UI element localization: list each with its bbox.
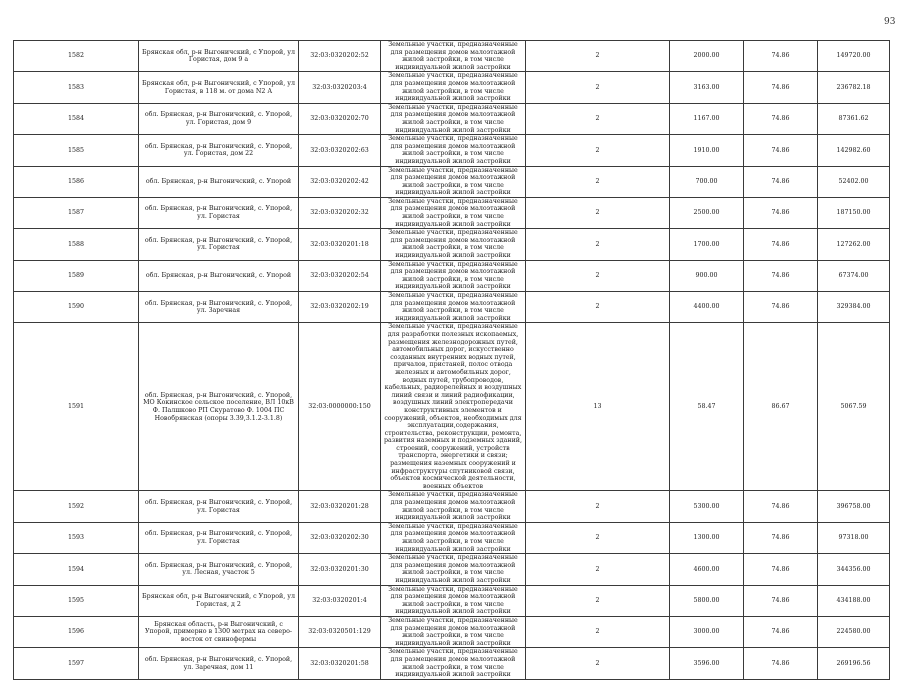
- land-category-cell: Земельные участки, предназначенные для размещения домов малоэтажной жилой застройки, в том числе индивидуальной жилой застройки: [381, 522, 526, 553]
- area-cell: 1700.00: [670, 229, 744, 260]
- cadastral-number-cell: 32:03:0320201:28: [299, 491, 381, 522]
- area-cell: 2500.00: [670, 197, 744, 228]
- rate-cell: 86.67: [744, 323, 818, 491]
- cadastral-value-cell: 127262.00: [818, 229, 890, 260]
- area-cell: 5800.00: [670, 585, 744, 616]
- address-cell: обл. Брянская, р-н Выгоничский, с. Упорой: [139, 166, 299, 197]
- address-cell: обл. Брянская, р-н Выгоничский, с. Упорой, ул. Заречная: [139, 292, 299, 323]
- land-category-cell: Земельные участки, предназначенные для размещения домов малоэтажной жилой застройки, в том числе индивидуальной жилой застройки: [381, 260, 526, 291]
- category-code-cell: 2: [526, 585, 670, 616]
- land-category-cell: Земельные участки, предназначенные для размещения домов малоэтажной жилой застройки, в том числе индивидуальной жилой застройки: [381, 229, 526, 260]
- table-row: [14, 554, 890, 585]
- address-cell: обл. Брянская, р-н Выгоничский, с. Упорой, ул. Заречная, дом 11: [139, 648, 299, 679]
- row-number-cell: 1588: [14, 229, 139, 260]
- table-row: [14, 229, 890, 260]
- land-category-cell: Земельные участки, предназначенные для разработки полезных ископаемых, размещения железнодорожных путей, автомобильных дорог, искусственно созданных внутренних водных путей, причалов, пристаней, полос отвода железных и автомобильных дорог, водных путей, трубопроводов, кабельных, радиорелейных и воздушных линий связи и линий радиофикации, воздушных линий электропередачи конструктивных элементов и сооружений, объектов, необходимых для эксплуатации,содержания, строительства, реконструкции, ремонта, развития наземных и подземных зданий, строений, сооружений, устройств транспорта, энергетики и связи; размещения наземных сооружений и инфраструктуры спутниковой связи, объектов космической деятельности, военных объектов: [381, 323, 526, 491]
- area-cell: 1167.00: [670, 103, 744, 134]
- cadastral-number-cell: 32:03:0320202:30: [299, 522, 381, 553]
- cadastral-number-cell: 32:03:0320203:4: [299, 72, 381, 103]
- land-category-cell: Земельные участки, предназначенные для размещения домов малоэтажной жилой застройки, в том числе индивидуальной жилой застройки: [381, 554, 526, 585]
- category-code-cell: 2: [526, 229, 670, 260]
- cadastral-value-cell: 149720.00: [818, 41, 890, 72]
- category-code-cell: 2: [526, 491, 670, 522]
- table-row: [14, 292, 890, 323]
- row-number-cell: 1595: [14, 585, 139, 616]
- rate-cell: 74.86: [744, 522, 818, 553]
- cadastral-value-cell: 87361.62: [818, 103, 890, 134]
- row-number-cell: 1594: [14, 554, 139, 585]
- area-cell: 3000.00: [670, 616, 744, 647]
- rate-cell: 74.86: [744, 41, 818, 72]
- address-cell: обл. Брянская, р-н Выгоничский, с. Упорой, ул. Гористая: [139, 229, 299, 260]
- rate-cell: 74.86: [744, 554, 818, 585]
- land-category-cell: Земельные участки, предназначенные для размещения домов малоэтажной жилой застройки, в том числе индивидуальной жилой застройки: [381, 72, 526, 103]
- table-row: [14, 648, 890, 679]
- cadastral-number-cell: 32:03:0320202:70: [299, 103, 381, 134]
- row-number-cell: 1592: [14, 491, 139, 522]
- address-cell: обл. Брянская, р-н Выгоничский, с. Упорой, МО Кокинское сельское поселение, ВЛ 10кВ Ф. Палшковo РП Скуратово Ф. 1004 ПС Новобрянская (опоры 3.39,3.1.2-3.1.8): [139, 323, 299, 491]
- land-category-cell: Земельные участки, предназначенные для размещения домов малоэтажной жилой застройки, в том числе индивидуальной жилой застройки: [381, 103, 526, 134]
- rate-cell: 74.86: [744, 616, 818, 647]
- cadastral-number-cell: 32:03:0000000:150: [299, 323, 381, 491]
- rate-cell: 74.86: [744, 260, 818, 291]
- address-cell: обл. Брянская, р-н Выгоничский, с. Упорой, ул. Гористая, дом 9: [139, 103, 299, 134]
- area-cell: 4600.00: [670, 554, 744, 585]
- category-code-cell: 2: [526, 135, 670, 166]
- rate-cell: 74.86: [744, 103, 818, 134]
- category-code-cell: 2: [526, 648, 670, 679]
- table-row: [14, 585, 890, 616]
- cadastral-value-cell: 434188.00: [818, 585, 890, 616]
- address-cell: обл. Брянская, р-н Выгоничский, с. Упорой, ул. Гористая: [139, 491, 299, 522]
- land-category-cell: Земельные участки, предназначенные для размещения домов малоэтажной жилой застройки, в том числе индивидуальной жилой застройки: [381, 41, 526, 72]
- page-number: 93: [884, 17, 896, 27]
- table-row: [14, 323, 890, 491]
- cadastral-value-cell: 269196.56: [818, 648, 890, 679]
- area-cell: 1910.00: [670, 135, 744, 166]
- cadastral-value-cell: 5067.59: [818, 323, 890, 491]
- category-code-cell: 2: [526, 197, 670, 228]
- row-number-cell: 1597: [14, 648, 139, 679]
- address-cell: обл. Брянская, р-н Выгоничский, с. Упорой, ул. Гористая, дом 22: [139, 135, 299, 166]
- table-row: [14, 103, 890, 134]
- row-number-cell: 1593: [14, 522, 139, 553]
- table-row: [14, 197, 890, 228]
- area-cell: 58.47: [670, 323, 744, 491]
- area-cell: 5300.00: [670, 491, 744, 522]
- category-code-cell: 2: [526, 292, 670, 323]
- table-row: [14, 260, 890, 291]
- land-category-cell: Земельные участки, предназначенные для размещения домов малоэтажной жилой застройки, в том числе индивидуальной жилой застройки: [381, 616, 526, 647]
- cadastral-number-cell: 32:03:0320202:52: [299, 41, 381, 72]
- row-number-cell: 1589: [14, 260, 139, 291]
- cadastral-value-cell: 67374.00: [818, 260, 890, 291]
- area-cell: 4400.00: [670, 292, 744, 323]
- row-number-cell: 1582: [14, 41, 139, 72]
- cadastral-value-cell: 142982.60: [818, 135, 890, 166]
- rate-cell: 74.86: [744, 585, 818, 616]
- rate-cell: 74.86: [744, 197, 818, 228]
- land-category-cell: Земельные участки, предназначенные для размещения домов малоэтажной жилой застройки, в том числе индивидуальной жилой застройки: [381, 197, 526, 228]
- cadastral-value-cell: 52402.00: [818, 166, 890, 197]
- address-cell: Брянская область, р-н Выгоничский, с Упорой, примерно в 1300 метрах на северо-восток от свинофермы: [139, 616, 299, 647]
- category-code-cell: 2: [526, 616, 670, 647]
- category-code-cell: 2: [526, 41, 670, 72]
- area-cell: 3596.00: [670, 648, 744, 679]
- land-plots-table: [13, 40, 890, 680]
- rate-cell: 74.86: [744, 648, 818, 679]
- rate-cell: 74.86: [744, 229, 818, 260]
- land-category-cell: Земельные участки, предназначенные для размещения домов малоэтажной жилой застройки, в том числе индивидуальной жилой застройки: [381, 292, 526, 323]
- land-category-cell: Земельные участки, предназначенные для размещения домов малоэтажной жилой застройки, в том числе индивидуальной жилой застройки: [381, 166, 526, 197]
- address-cell: обл. Брянская, р-н Выгоничский, с. Упорой, ул. Гористая: [139, 197, 299, 228]
- cadastral-number-cell: 32:03:0320202:63: [299, 135, 381, 166]
- cadastral-number-cell: 32:03:0320501:129: [299, 616, 381, 647]
- category-code-cell: 2: [526, 522, 670, 553]
- row-number-cell: 1586: [14, 166, 139, 197]
- cadastral-number-cell: 32:03:0320202:32: [299, 197, 381, 228]
- table-row: [14, 616, 890, 647]
- area-cell: 2000.00: [670, 41, 744, 72]
- address-cell: Брянская обл, р-н Выгоничский, с Упорой, ул Гористая, д 2: [139, 585, 299, 616]
- category-code-cell: 2: [526, 554, 670, 585]
- cadastral-value-cell: 187150.00: [818, 197, 890, 228]
- address-cell: обл. Брянская, р-н Выгоничский, с. Упорой, ул. Гористая: [139, 522, 299, 553]
- rate-cell: 74.86: [744, 292, 818, 323]
- address-cell: Брянская обл, р-н Выгоничский, с Упорой, ул Гористая, в 118 м. от дома N2 А: [139, 72, 299, 103]
- category-code-cell: 2: [526, 260, 670, 291]
- table-row: [14, 522, 890, 553]
- row-number-cell: 1587: [14, 197, 139, 228]
- area-cell: 1300.00: [670, 522, 744, 553]
- row-number-cell: 1585: [14, 135, 139, 166]
- area-cell: 3163.00: [670, 72, 744, 103]
- cadastral-number-cell: 32:03:0320201:30: [299, 554, 381, 585]
- cadastral-value-cell: 236782.18: [818, 72, 890, 103]
- category-code-cell: 2: [526, 72, 670, 103]
- rate-cell: 74.86: [744, 166, 818, 197]
- cadastral-value-cell: 224580.00: [818, 616, 890, 647]
- cadastral-value-cell: 396758.00: [818, 491, 890, 522]
- table-row: [14, 72, 890, 103]
- row-number-cell: 1583: [14, 72, 139, 103]
- rate-cell: 74.86: [744, 135, 818, 166]
- land-category-cell: Земельные участки, предназначенные для размещения домов малоэтажной жилой застройки, в том числе индивидуальной жилой застройки: [381, 585, 526, 616]
- cadastral-value-cell: 97318.00: [818, 522, 890, 553]
- cadastral-number-cell: 32:03:0320201:18: [299, 229, 381, 260]
- land-category-cell: Земельные участки, предназначенные для размещения домов малоэтажной жилой застройки, в том числе индивидуальной жилой застройки: [381, 135, 526, 166]
- cadastral-number-cell: 32:03:0320202:54: [299, 260, 381, 291]
- cadastral-number-cell: 32:03:0320201:4: [299, 585, 381, 616]
- address-cell: обл. Брянская, р-н Выгоничский, с. Упорой, ул. Лесная, участок 5: [139, 554, 299, 585]
- category-code-cell: 2: [526, 103, 670, 134]
- row-number-cell: 1596: [14, 616, 139, 647]
- category-code-cell: 13: [526, 323, 670, 491]
- table-row: [14, 135, 890, 166]
- table-row: [14, 166, 890, 197]
- cadastral-number-cell: 32:03:0320201:58: [299, 648, 381, 679]
- address-cell: Брянская обл, р-н Выгоничский, с Упорой, ул Гористая, дом 9 а: [139, 41, 299, 72]
- land-category-cell: Земельные участки, предназначенные для размещения домов малоэтажной жилой застройки, в том числе индивидуальной жилой застройки: [381, 648, 526, 679]
- row-number-cell: 1590: [14, 292, 139, 323]
- rate-cell: 74.86: [744, 491, 818, 522]
- table-row: [14, 491, 890, 522]
- area-cell: 700.00: [670, 166, 744, 197]
- cadastral-value-cell: 344356.00: [818, 554, 890, 585]
- cadastral-number-cell: 32:03:0320202:42: [299, 166, 381, 197]
- area-cell: 900.00: [670, 260, 744, 291]
- table-row: [14, 41, 890, 72]
- cadastral-value-cell: 329384.00: [818, 292, 890, 323]
- row-number-cell: 1584: [14, 103, 139, 134]
- category-code-cell: 2: [526, 166, 670, 197]
- land-category-cell: Земельные участки, предназначенные для размещения домов малоэтажной жилой застройки, в том числе индивидуальной жилой застройки: [381, 491, 526, 522]
- address-cell: обл. Брянская, р-н Выгоничский, с. Упорой: [139, 260, 299, 291]
- rate-cell: 74.86: [744, 72, 818, 103]
- cadastral-number-cell: 32:03:0320202:19: [299, 292, 381, 323]
- row-number-cell: 1591: [14, 323, 139, 491]
